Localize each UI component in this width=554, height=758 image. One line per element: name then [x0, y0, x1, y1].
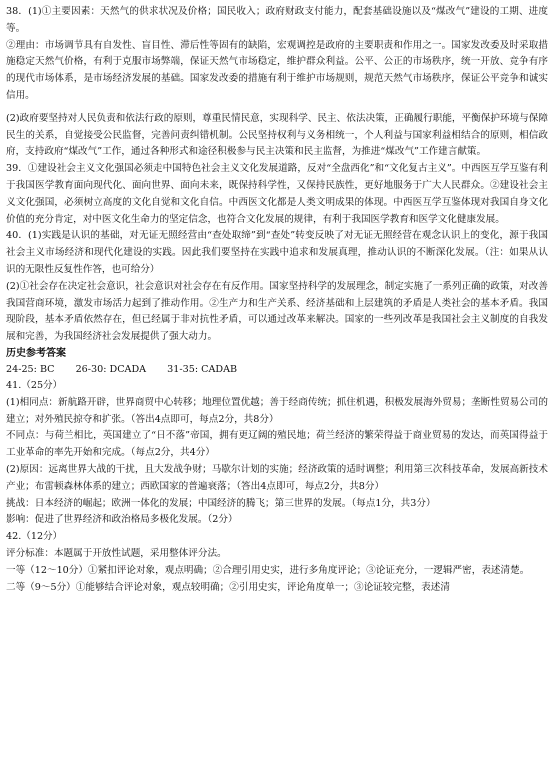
q38-reason: ②理由：市场调节具有自发性、盲目性、滞后性等固有的缺陷，宏观调控是政府的主要职责和作用之一。国家发改委及时采取措施稳定天然气价格，有利于克服市场弊端，保证天然气市场稳定，维护群众利益。公平、公正的市场秩序，统一开放、竞争有序的现代市场体系，是市场经济发展的基础。国家发改委的措施有利于维护市场规则，规范天然气市场秩序，保证公平竞争和诚实信用。: [6, 39, 548, 101]
q40-part1: 40．(1)实践是认识的基础，对无证无照经营由“查处取缔”到“查处”转变反映了对无证无照经营在观念认识上的变化，源于我国社会主义市场经济和现代化建设的实践。因此我们要坚持在实践中追求和发展真理，推动认识的不断深化发展。（注：如果从认识的无限性反复性作答，也可给分）: [6, 230, 548, 275]
q42-level-two: 二等（9～5分）①能够结合评论对象，观点较明确；②引用史实，评论角度单一；③论证较完整，表述清: [6, 581, 450, 593]
q38-part1: 38．(1)①主要因素：天然气的供求状况及价格；国民收入；政府财政支付能力，配套基础设施以及“煤改气”建设的工期、进度等。: [6, 6, 548, 34]
q41-impact: 影响：促进了世界经济和政治格局多极化发展。（2分）: [6, 514, 238, 526]
history-heading: 历史参考答案: [6, 347, 66, 359]
q41-similarities: (1)相同点：新航路开辟，世界商贸中心转移；地理位置优越；善于经商传统；抓住机遇，积极发展海外贸易；垄断性贸易公司的建立；对外殖民掠夺和扩张。（答出4点即可，每点2分，共8分）: [6, 396, 548, 425]
answers-26-30: 26-30: DCADA: [75, 363, 147, 375]
q41-heading: 41.（25分）: [6, 379, 63, 391]
answers-24-25: 24-25: BC: [6, 363, 55, 375]
q42-heading: 42.（12分）: [6, 531, 63, 543]
q42-scoring-rule: 评分标准：本题属于开放性试题，采用整体评分法。: [6, 547, 227, 559]
answer-document: [6, 4, 548, 596]
q39-answer: 39．①建设社会主义文化强国必须走中国特色社会主义文化发展道路，反对“全盘西化”和“文化复古主义”。中西医互学互鉴有利于我国医学教育面向现代化、面向世界、面向未来，既保持科学性，又保持民族性，更好地服务于广大人民群众。②建设社会主义文化强国，必须树立高度的文化自觉和文化自信。中西医文化都是人类文明成果的体现。中西医互学互鉴体现对我国自身文化价值的充分肯定，对中医文化生命力的坚定信念，也符合文化发展的规律，有利于我国医学教育和医学文化健康发展。: [6, 163, 548, 225]
q38-part2: (2)政府要坚持对人民负责和依法行政的原则，尊重民情民意，实现科学、民主、依法决策，正确履行职能，平衡保护环境与保障民生的关系，自觉接受公民监督，完善问责纠错机制。公民坚持权利与义务相统一，个人利益与国家利益相结合的原则，相信政府，支持政府“煤改气”工作，通过各种形式和途径积极参与民主决策和民主监督，为推进“煤改气”工作建言献策。: [6, 112, 548, 158]
q42-level-one: 一等（12～10分）①紧扣评论对象，观点明确；②合理引用史实，进行多角度评论；③论证充分，一逻辑严密，表述清楚。: [6, 564, 530, 576]
multiple-choice-answers: [6, 362, 548, 378]
q40-part2: (2)①社会存在决定社会意识，社会意识对社会存在有反作用。国家坚持科学的发展理念，制定实施了一系列正确的政策，对改善我国营商环境，激发市场活力起到了推动作用。②生产力和生产关系、经济基础和上层建筑的矛盾是人类社会的基本矛盾。我国现阶段，基本矛盾依然存在，但已经属于非对抗性矛盾，可以通过改革来解决。国家的一些列改革是我国社会主义制度的自我发展和完善，为我国经济社会发展提供了强大动力。: [6, 280, 548, 343]
answers-31-35: 31-35: CADAB: [167, 363, 238, 375]
q41-challenges: 挑战：日本经济的崛起；欧洲一体化的发展；中国经济的腾飞；第三世界的发展。（每点1分，共3分）: [6, 497, 436, 509]
q41-part2: (2)原因：远离世界大战的干扰，且大发战争财；马歇尔计划的实施；经济政策的适时调整；利用第三次科技革命，发展高新技术产业；布雷顿森林体系的建立；西欧国家的普遍衰落；（答出4点即可，每点2分，共8分）: [6, 463, 548, 492]
q41-differences: 不同点：与荷兰相比，英国建立了“日不落”帝国，拥有更辽阔的殖民地；荷兰经济的繁荣得益于商业贸易的发达，而英国得益于工业革命的率先开始和完成。（每点2分，共4分）: [6, 430, 548, 459]
